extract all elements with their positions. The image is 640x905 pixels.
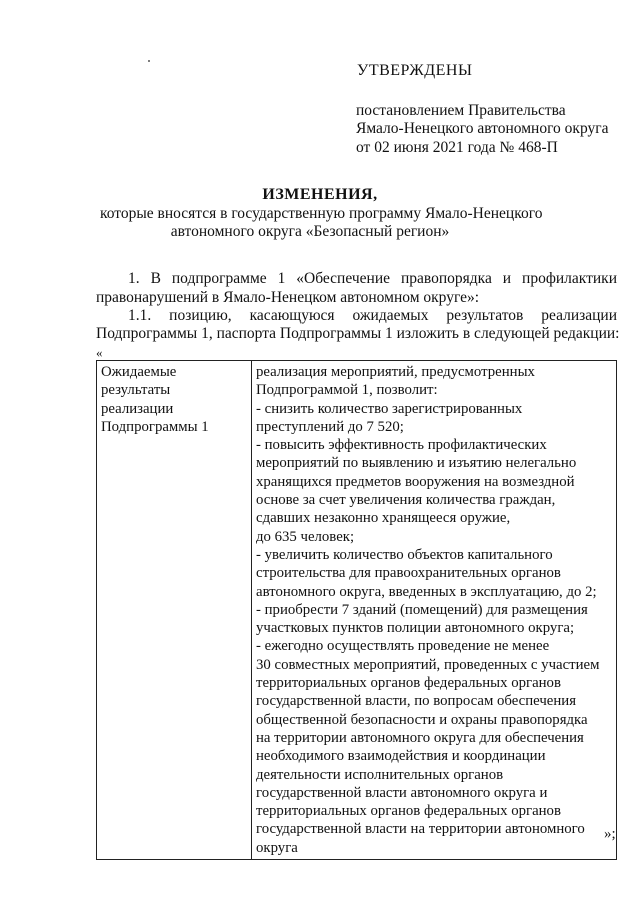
item-1-line-2: правонарушений в Ямало-Ненецком автономном округе»: <box>96 289 480 306</box>
content-line: сдавших незаконно хранящееся оружие, <box>256 510 511 527</box>
content-line: на территории автономного округа для обеспечения <box>256 729 584 746</box>
content-line: - снизить количество зарегистрированных <box>256 400 523 417</box>
content-line: государственной власти автономного округа и <box>256 784 548 801</box>
item-1-line-1: 1. В подпрограмме 1 «Обеспечение правопорядка и профилактики <box>128 270 617 287</box>
table-row <box>97 361 617 860</box>
scan-speck <box>148 60 150 62</box>
label-line: Подпрограммы 1 <box>101 418 209 435</box>
content-line: преступлений до 7 520; <box>256 418 404 435</box>
content-line: необходимого взаимодействия и координации <box>256 748 546 765</box>
content-line: округа <box>256 839 298 856</box>
content-line: участковых пунктов полиции автономного округа; <box>256 620 575 637</box>
content-line: - приобрести 7 зданий (помещений) для размещения <box>256 601 588 618</box>
content-line: территориальных органов федеральных органов <box>256 675 561 692</box>
document-subtitle-line-1: которые вносятся в государственную программу Ямало-Ненецкого <box>100 205 543 222</box>
content-line: хранящихся предметов вооружения на возмездной <box>256 473 575 490</box>
content-line: государственной власти на территории автономного <box>256 821 585 838</box>
content-line: - увеличить количество объектов капитального <box>256 546 553 563</box>
approval-title: УТВЕРЖДЕНЫ <box>357 62 473 79</box>
content-line: реализация мероприятий, предусмотренных <box>256 364 535 380</box>
approval-line-3: от 02 июня 2021 года № 468-П <box>356 139 558 156</box>
approval-line-1: постановлением Правительства <box>356 102 566 119</box>
document-subtitle-line-2: автономного округа «Безопасный регион» <box>170 223 450 240</box>
item-1-1-line-2: Подпрограммы 1, паспорта Подпрограммы 1 изложить в следующей редакции: <box>96 325 620 342</box>
content-line: мероприятий по выявлению и изъятию нелегально <box>256 455 577 472</box>
approval-line-2: Ямало-Ненецкого автономного округа <box>356 120 609 137</box>
label-line: Ожидаемые <box>101 364 177 380</box>
item-1-1-line-1: 1.1. позицию, касающуюся ожидаемых результатов реализации <box>128 307 617 324</box>
label-line: результаты <box>101 382 171 399</box>
content-line: автономного округа, введенных в эксплуатацию, до 2; <box>256 583 597 600</box>
content-line: 30 совместных мероприятий, проведенных с участием <box>256 656 600 673</box>
content-line: - ежегодно осуществлять проведение не менее <box>256 638 550 655</box>
table-cell-label <box>97 361 252 860</box>
content-line: общественной безопасности и охраны правопорядка <box>256 711 588 728</box>
content-line: деятельности исполнительных органов <box>256 766 504 783</box>
content-line: территориальных органов федеральных органов <box>256 803 561 820</box>
content-line: до 635 человек; <box>256 528 355 545</box>
content-line: - повысить эффективность профилактических <box>256 437 547 454</box>
closing-quote: »; <box>604 826 616 842</box>
content-line: Подпрограммой 1, позволит: <box>256 382 438 399</box>
table-cell-content <box>252 361 617 860</box>
expected-results-table <box>96 360 617 860</box>
label-line: реализации <box>101 400 174 417</box>
content-line: основе за счет увеличения количества граждан, <box>256 492 556 509</box>
document-title: ИЗМЕНЕНИЯ, <box>262 186 378 203</box>
content-line: государственной власти, по вопросам обеспечения <box>256 693 577 710</box>
content-line: строительства для правоохранительных органов <box>256 565 561 582</box>
opening-quote: « <box>96 345 103 360</box>
